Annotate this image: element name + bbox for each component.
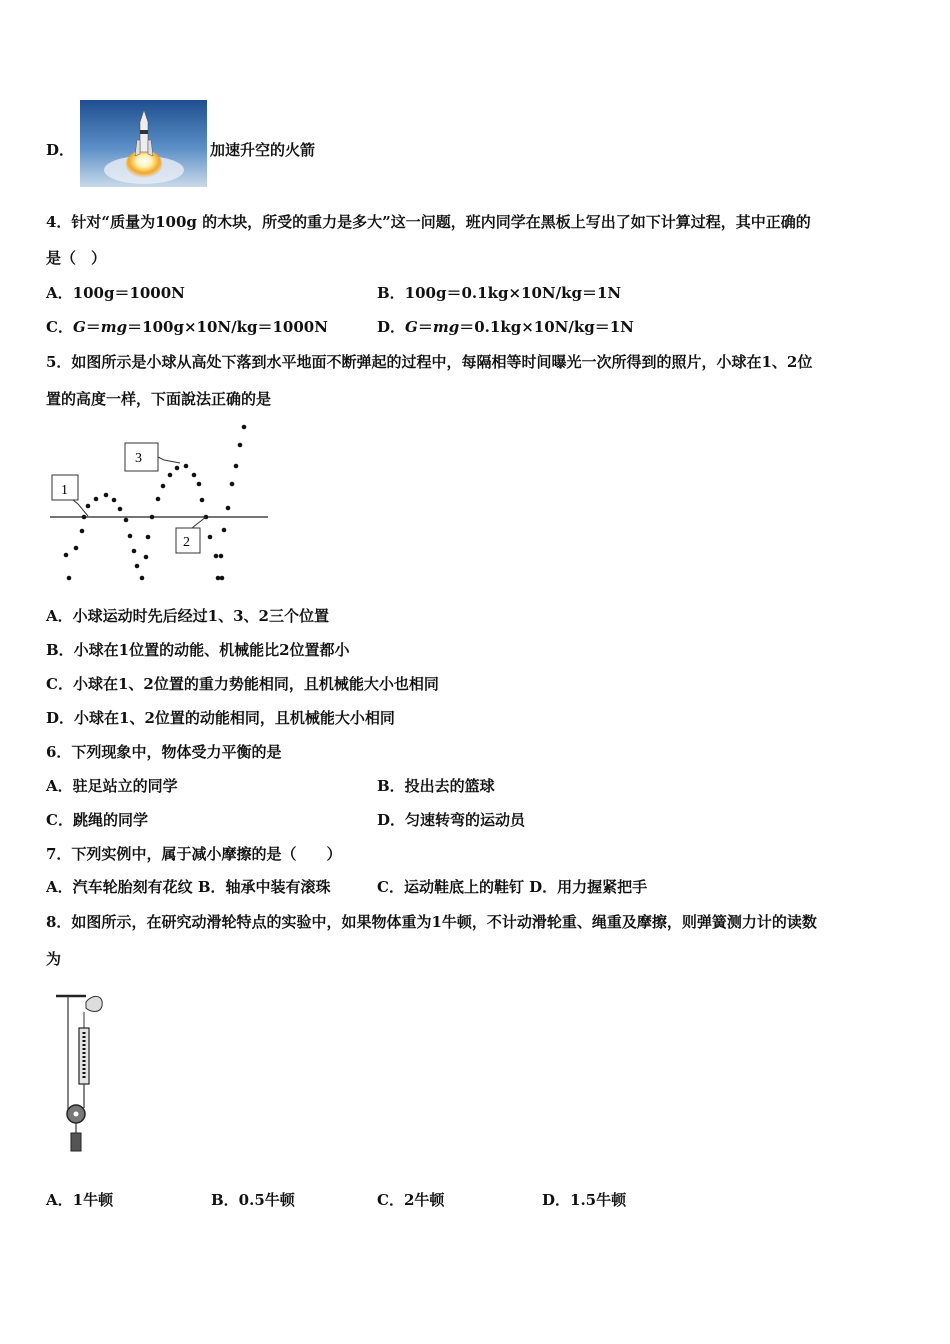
q4-stem-line1: 4．针对“质量为100g 的木块，所受的重力是多大”这一问题，班内同学在黑板上写出了如下计算过程，其中正确的: [46, 213, 811, 231]
q5-option-b: B．小球在1位置的动能、机械能比2位置都小: [46, 641, 350, 659]
q6-option-d: D．匀速转弯的运动员: [377, 811, 526, 829]
q6-option-a: A．驻足站立的同学: [46, 777, 178, 795]
q8-stem-line2: 为: [46, 950, 62, 968]
q4-option-c-rest: ＝100g×10N/kg＝1000N: [127, 318, 328, 336]
q4-option-c-var2: mg: [100, 318, 128, 336]
rocket-icon: [80, 100, 207, 187]
pulley-apparatus-diagram: [46, 990, 116, 1158]
q8-option-d: D．1.5牛顿: [542, 1191, 627, 1209]
weight-icon: [71, 1133, 81, 1151]
bouncing-ball-diagram: [46, 420, 270, 582]
q4-option-d-prefix: D．: [377, 318, 406, 336]
q4-option-d-eq: ＝: [417, 318, 433, 336]
q5-option-c: C．小球在1、2位置的重力势能相同，且机械能大小也相同: [46, 675, 439, 693]
q4-option-a: A．100g＝1000N: [46, 284, 185, 302]
label-1: 1: [61, 483, 68, 498]
q6-option-b: B．投出去的篮球: [377, 777, 495, 795]
label-2: 2: [183, 535, 190, 550]
q3-option-d-text: 加速升空的火箭: [210, 141, 316, 159]
q3-option-d-letter: D．: [46, 141, 75, 159]
q4-option-c: [46, 317, 328, 337]
q8-option-a: A．1牛顿: [46, 1191, 114, 1209]
q7-stem: 7．下列实例中，属于减小摩擦的是（ ）: [46, 845, 342, 863]
hand-icon: [86, 996, 102, 1011]
q4-option-d-rest: ＝0.1kg×10N/kg＝1N: [459, 318, 634, 336]
q4-option-d: [377, 317, 634, 337]
q6-option-c: C．跳绳的同学: [46, 811, 148, 829]
q4-option-c-var1: G: [72, 318, 86, 336]
q4-option-d-var2: mg: [432, 318, 460, 336]
q4-stem-line2: 是（ ）: [46, 249, 107, 267]
q8-option-b: B．0.5牛顿: [211, 1191, 295, 1209]
q6-stem: 6．下列现象中，物体受力平衡的是: [46, 743, 282, 761]
q4-option-c-prefix: C．: [46, 318, 73, 336]
q4-option-c-eq: ＝: [85, 318, 101, 336]
q5-option-a: A．小球运动时先后经过1、3、2三个位置: [46, 607, 329, 625]
q5-option-d: D．小球在1、2位置的动能相同，且机械能大小相同: [46, 709, 395, 727]
q7-options-cd: C．运动鞋底上的鞋钉 D．用力握紧把手: [377, 878, 648, 896]
q5-stem-line2: 置的高度一样，下面說法正确的是: [46, 390, 272, 408]
rocket-launch-photo: [80, 100, 207, 187]
q7-options-ab: A．汽车轮胎刻有花纹 B．轴承中装有滚珠: [46, 878, 331, 896]
label-3: 3: [135, 451, 142, 466]
q5-stem-line1: 5．如图所示是小球从高处下落到水平地面不断弹起的过程中，每隔相等时间曝光一次所得到的照片，小球在1、2位: [46, 353, 813, 371]
q8-stem-line1: 8．如图所示，在研究动滑轮特点的实验中，如果物体重为1牛顿，不计动滑轮重、绳重及摩擦，则弹簧测力计的读数: [46, 913, 817, 931]
q4-option-b: B．100g＝0.1kg×10N/kg＝1N: [377, 284, 622, 302]
q8-option-c: C．2牛顿: [377, 1191, 445, 1209]
q4-option-d-var1: G: [405, 318, 418, 336]
